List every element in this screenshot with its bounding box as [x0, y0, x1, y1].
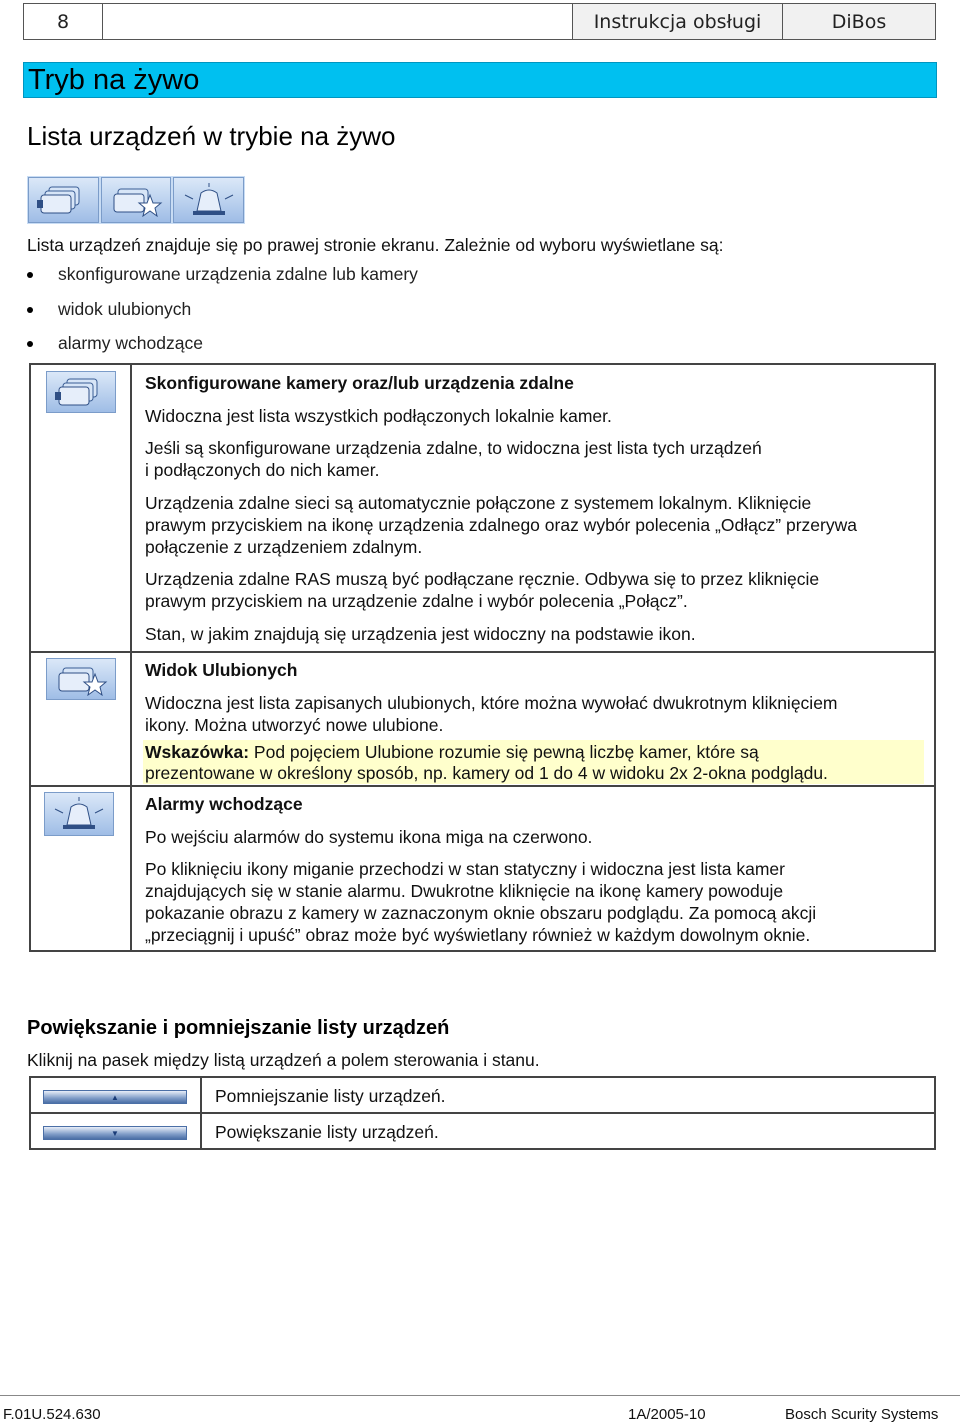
row-heading: Widok Ulubionych	[145, 660, 298, 680]
row-text: Stan, w jakim znajdują się urządzenia jest widoczny na podstawie ikon.	[145, 624, 696, 644]
table-divider	[130, 363, 132, 952]
table-row-divider	[29, 785, 936, 787]
shrink-list-bar[interactable]	[43, 1090, 187, 1104]
tip-text: Wskazówka: Pod pojęciem Ulubione rozumie się pewną liczbę kamer, które są	[145, 742, 759, 762]
table-row-divider	[29, 651, 936, 653]
list-item: alarmy wchodzące	[27, 333, 203, 354]
row-text: Po kliknięciu ikony miganie przechodzi w stan statyczny i widoczna jest lista kamer	[145, 859, 785, 879]
favorites-icon	[46, 658, 116, 700]
row-text: prawym przyciskiem na urządzenie zdalne i wybór polecenia „Połącz”.	[145, 591, 688, 611]
row-text: znajdujących się w stanie alarmu. Dwukrotne kliknięcie na ikonę kamery powoduje	[145, 881, 784, 901]
resize-section-title: Powiększanie i pomniejszanie listy urządzeń	[27, 1017, 450, 1039]
section-title: Tryb na żywo	[23, 62, 937, 98]
bullet-icon	[27, 341, 33, 347]
row-text: Po wejściu alarmów do systemu ikona miga na czerwono.	[145, 827, 593, 847]
bullet-icon	[27, 307, 33, 313]
bullet-icon	[27, 272, 33, 278]
table-row-divider	[29, 1112, 936, 1114]
page-header	[23, 3, 936, 40]
product-name: DiBos	[783, 4, 935, 39]
cameras-icon[interactable]	[28, 177, 99, 223]
header-blank	[103, 4, 573, 39]
row-text: Widoczna jest lista zapisanych ulubionych, które można wywołać dwukrotnym kliknięciem	[145, 693, 838, 713]
footer-doc-number: F.01U.524.630	[3, 1406, 101, 1423]
row-text: ikony. Można utworzyć nowe ulubione.	[145, 715, 444, 735]
footer-divider	[0, 1395, 960, 1396]
row-text: prawym przyciskiem na ikonę urządzenia zdalnego oraz wybór polecenia „Odłącz” przerywa	[145, 515, 857, 535]
subsection-title: Lista urządzeń w trybie na żywo	[27, 121, 396, 151]
footer-company: Bosch Scurity Systems	[785, 1406, 939, 1423]
row-text: połączenie z urządzeniem zdalnym.	[145, 537, 423, 557]
arrow-up-icon: ▲	[111, 1092, 119, 1102]
row-text: Widoczna jest lista wszystkich podłączonych lokalnie kamer.	[145, 406, 612, 426]
list-item: skonfigurowane urządzenia zdalne lub kamery	[27, 264, 418, 285]
row-text: Urządzenia zdalne RAS muszą być podłączane ręcznie. Odbywa się to przez kliknięcie	[145, 569, 820, 589]
row-heading: Skonfigurowane kamery oraz/lub urządzenia zdalne	[145, 373, 574, 393]
row-text: pokazanie obrazu z kamery w zaznaczonym oknie obszaru podglądu. Za pomocą akcji	[145, 903, 817, 923]
intro-text: Lista urządzeń znajduje się po prawej stronie ekranu. Zależnie od wyboru wyświetlane są:	[27, 235, 724, 255]
row-text: Urządzenia zdalne sieci są automatycznie połączone z systemem lokalnym. Kliknięcie	[145, 493, 812, 513]
row-text: Jeśli są skonfigurowane urządzenia zdalne, to widoczna jest lista tych urządzeń	[145, 438, 762, 458]
doc-title: Instrukcja obsługi	[573, 4, 783, 39]
expand-label: Powiększanie listy urządzeń.	[215, 1122, 439, 1142]
alarm-icon	[44, 792, 114, 836]
arrow-down-icon: ▼	[111, 1128, 119, 1138]
device-list-tabs	[27, 176, 245, 224]
shrink-label: Pomniejszanie listy urządzeń.	[215, 1086, 446, 1106]
page-number: 8	[24, 4, 103, 39]
tip-text: prezentowane w określony sposób, np. kamery od 1 do 4 w widoku 2x 2-okna podglądu.	[145, 763, 828, 783]
footer-version: 1A/2005-10	[628, 1406, 706, 1423]
alarm-icon[interactable]	[173, 177, 244, 223]
row-text: „przeciągnij i upuść” obraz może być wyświetlany również w każdym dowolnym oknie.	[145, 925, 811, 945]
list-item: widok ulubionych	[27, 299, 191, 320]
expand-list-bar[interactable]	[43, 1126, 187, 1140]
row-heading: Alarmy wchodzące	[145, 794, 303, 814]
row-text: i podłączonych do nich kamer.	[145, 460, 380, 480]
favorites-icon[interactable]	[101, 177, 172, 223]
resize-intro: Kliknij na pasek między listą urządzeń a polem sterowania i stanu.	[27, 1050, 540, 1070]
cameras-icon	[46, 371, 116, 413]
